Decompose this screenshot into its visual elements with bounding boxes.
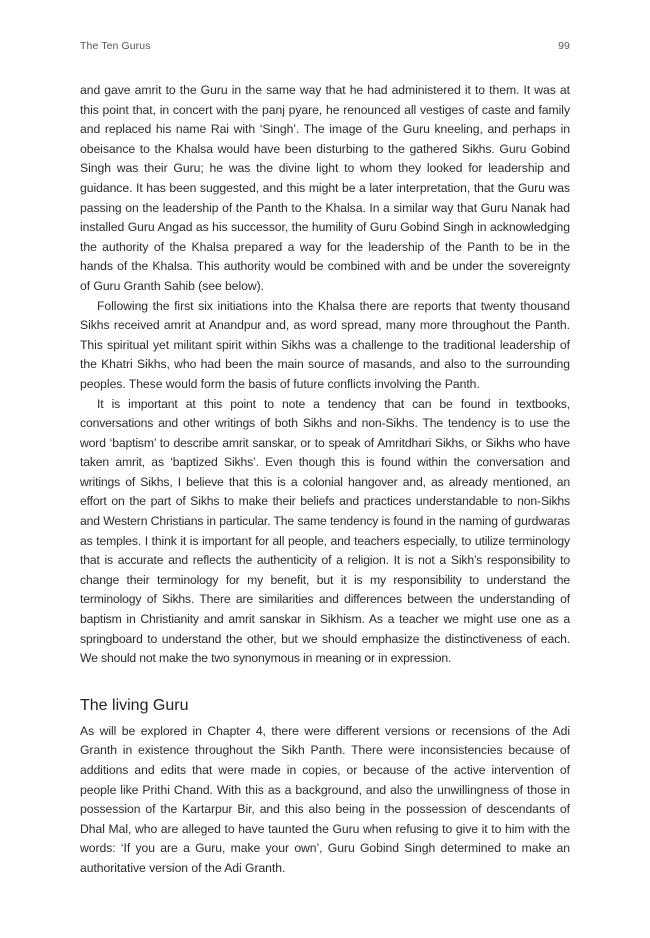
page-body bbox=[80, 81, 570, 879]
running-title: The Ten Gurus bbox=[80, 40, 151, 52]
body-paragraph-1: and gave amrit to the Guru in the same way that he had administered it to them. It was at this point that, in concert with the panj pyare, he renounced all vestiges of caste and family and replaced his name Rai with ‘Singh’. The image of the Guru kneeling, and perhaps in obeisance to the Khalsa would have been disturbing to the gathered Sikhs. Guru Gobind Singh was their Guru; he was the divine light to whom they looked for leadership and guidance. It has been suggested, and this might be a later interpretation, that the Guru was passing on the leadership of the Panth to the Khalsa. In a similar way that Guru Nanak had installed Guru Angad as his successor, the humility of Guru Gobind Singh in acknowledging the authority of the Khalsa prepared a way for the leadership of the Panth to be in the hands of the Khalsa. This authority would be combined with and be under the sovereignty of Guru Granth Sahib (see below). bbox=[80, 83, 570, 293]
page-number: 99 bbox=[558, 40, 570, 52]
section-heading: The living Guru bbox=[80, 696, 189, 714]
section-paragraph-1: As will be explored in Chapter 4, there were different versions or recensions of the Adi Granth in existence throughout the Sikh Panth. There were inconsistencies because of additions and edits that were made in copies, or because of the active intervention of people like Prithi Chand. With this as a background, and also the unwillingness of those in possession of the Kartarpur Bir, and this also being in the possession of descendants of Dhal Mal, who are alleged to have taunted the Guru when refusing to give it to him with the words: ‘If you are a Guru, make your own’, Guru Gobind Singh determined to make an authoritative version of the Adi Granth. bbox=[80, 723, 570, 875]
body-paragraph-2: Following the first six initiations into the Khalsa there are reports that twenty thousand Sikhs received amrit at Anandpur and, as word spread, many more throughout the Panth. This spiritual yet militant spirit within Sikhs was a challenge to the traditional leadership of the Khatri Sikhs, who had been the main source of masands, and also to the surrounding peoples. These would form the basis of future conflicts involving the Panth. bbox=[80, 298, 570, 391]
body-paragraph-3: It is important at this point to note a tendency that can be found in textbooks, conversations and other writings of both Sikhs and non-Sikhs. The tendency is to use the word ‘baptism’ to describe amrit sanskar, or to speak of Amritdhari Sikhs, or Sikhs who have taken amrit, as ‘baptized Sikhs’. Even though this is found within the conversation and writings of Sikhs, I believe that this is a colonial hangover and, as already mentioned, an effort on the part of Sikhs to make their beliefs and practices understandable to non-Sikhs and Western Christians in particular. The same tendency is found in the naming of gurdwaras as temples. I think it is important for all people, and teachers especially, to utilize terminology that is accurate and reflects the authenticity of a religion. It is not a Sikh’s responsibility to change their terminology for my benefit, but it is my responsibility to understand the terminology of Sikhs. There are similarities and differences between the understanding of baptism in Christianity and amrit sanskar in Sikhism. As a teacher we might use one as a springboard to understand the other, but we should emphasize the distinctiveness of each. We should not make the two synonymous in meaning or in expression. bbox=[80, 396, 570, 666]
